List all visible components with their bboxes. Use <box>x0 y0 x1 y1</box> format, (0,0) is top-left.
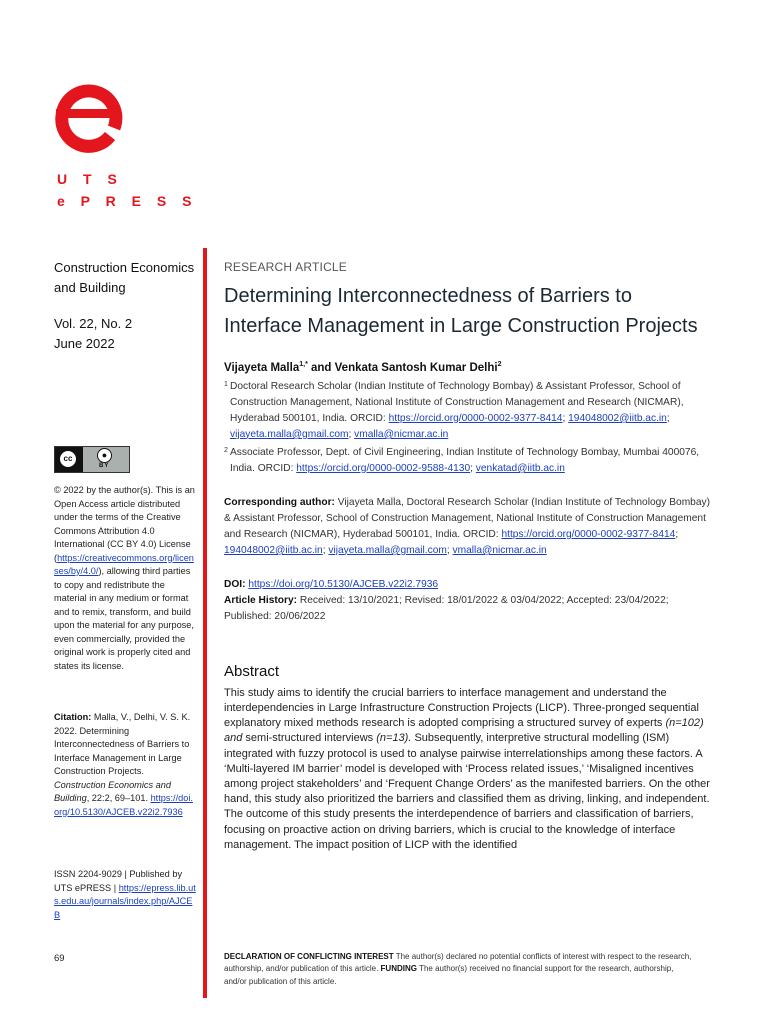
orcid-link-2[interactable]: https://orcid.org/0000-0002-9588-4130 <box>296 462 471 474</box>
by-label: BY <box>99 463 110 469</box>
person-icon: ● <box>97 448 112 463</box>
footer-declarations: DECLARATION OF CONFLICTING INTEREST The author(s) declared no potential conflicts of interest with respect to the research, authorship, and/or publication of this article. FUNDING The author(s) received no financial support for the research, authorship, and/or publication of this article. <box>224 952 692 986</box>
email-link[interactable]: vmalla@nicmar.ac.in <box>354 428 449 440</box>
abstract-heading: Abstract <box>224 662 280 680</box>
authors: Vijayeta Malla$^{1,*}$ and Venkata Santosh Kumar Delhi$^2$ <box>224 361 502 374</box>
doi-line: DOI: https://doi.org/10.5130/AJCEB.v22i2.7936 <box>224 578 439 590</box>
cc-by-badge[interactable] <box>54 446 130 473</box>
license-text: © 2022 by the author(s). This is an Open Access article distributed under the terms of the Creative Commons Attribution 4.0 International (CC BY 4.0) License (https://creativecommons.org/licenses/by/4.0/), allowing third parties to copy and redistribute the material in any medium or format and to remix, transform, and build upon the material for any purpose, even commercially, provided the original work is properly cited and states its license. <box>54 485 195 671</box>
citation-label: Citation: <box>54 712 92 722</box>
orcid-link-1[interactable]: https://orcid.org/0000-0002-9377-8414 <box>388 412 563 424</box>
journal-name: Construction Economics and Building <box>54 260 195 295</box>
affiliation-2: 2 Associate Professor, Dept. of Civil Engineering, Indian Institute of Technology Bombay, Mumbai 400076, India. ORCID: https://orcid.org/0000-0002-9588-4130; venkatad@iitb.ac.in <box>224 446 700 474</box>
red-divider <box>203 248 207 998</box>
doi-link[interactable]: https://doi.org/10.5130/AJCEB.v22i2.7936 <box>248 578 439 590</box>
citation-doi-link[interactable]: https://doi.org/10.5130/AJCEB.v22i2.7936 <box>54 793 193 817</box>
cc-icon: cc <box>58 449 78 469</box>
page-number: 69 <box>54 953 65 964</box>
article-history: Article History: Received: 13/10/2021; Revised: 18/01/2022 & 03/04/2022; Accepted: 23/04/2022; Published: 20/06/2022 <box>224 594 669 622</box>
uts-epress-logo <box>52 78 198 218</box>
email-link[interactable]: 194048002@iitb.ac.in <box>224 544 323 556</box>
corresponding-author: Corresponding author: Vijayeta Malla, Doctoral Research Scholar (Indian Institute of Technology Bombay) & Assistant Professor, School of Construction Management, National Institute of Construction Management and Research (NICMAR), Hyderabad 500101, India. ORCID: https://orcid.org/0000-0002-9377-8414; 194048002@iitb.ac.in; vijayeta.malla@gmail.com; vmalla@nicmar.ac.in <box>224 496 710 556</box>
citation: Citation: Malla, V., Delhi, V. S. K. 2022. Determining Interconnectedness of Barriers to Interface Management in Large Construction Projects. Construction Economics and Building, 22:2, 69–101. https://doi.org/10.5130/AJCEB.v22i2.7936 <box>54 712 193 817</box>
logo-text: U T S e P R E S S <box>57 171 198 209</box>
article-main <box>224 260 714 868</box>
affiliation-1: 1 Doctoral Research Scholar (Indian Institute of Technology Bombay) & Assistant Professor, School of Construction Management, National Institute of Construction Management and Research (NICMAR), Hyderabad 500101, India. ORCID: https://orcid.org/0000-0002-9377-8414; 194048002@iitb.ac.in; vijayeta.malla@gmail.com; vmalla@nicmar.ac.in <box>224 380 684 440</box>
email-link[interactable]: 194048002@iitb.ac.in <box>568 412 667 424</box>
email-link[interactable]: vmalla@nicmar.ac.in <box>452 544 547 556</box>
issue-date: June 2022 <box>54 336 115 351</box>
article-title: Determining Interconnectedness of Barriers to Interface Management in Large Construction Projects <box>224 285 698 337</box>
corr-orcid-link[interactable]: https://orcid.org/0000-0002-9377-8414 <box>501 528 676 540</box>
article-type: RESEARCH ARTICLE <box>224 260 348 274</box>
citation-journal: Construction Economics and Building <box>54 779 171 803</box>
issn-publisher: ISSN 2204-9029 | Published by UTS ePRESS | https://epress.lib.uts.edu.au/journals/index.php/AJCEB <box>54 869 196 920</box>
license-link[interactable]: https://creativecommons.org/licenses/by/4.0/ <box>54 552 194 576</box>
email-link[interactable]: venkatad@iitb.ac.in <box>475 462 565 474</box>
email-link[interactable]: vijayeta.malla@gmail.com <box>230 428 349 440</box>
volume-info <box>54 314 196 354</box>
epress-e-icon <box>52 78 126 158</box>
doi-history <box>224 577 714 625</box>
journal-url-link[interactable]: https://epress.lib.uts.edu.au/journals/index.php/AJCEB <box>54 882 196 920</box>
abstract-text: This study aims to identify the crucial barriers to interface management and understand the interdependencies in Large Infrastructure Construction Projects (LICP). Three-pronged sequential explanatory mixed methods research is adopted comprising a structured survey of experts (n=102) and semi-structured interviews (n=13). Subsequently, interpretive structural modelling (ISM) integrated with fuzzy protocol is used to analyse pairwise interrelationships among these factors. A ‘Multi-layered IM barrier’ model is developed with ‘Process related issues,’ ‘Misaligned incentives among project stakeholders’ and ‘Frequent Change Orders’ as the manifested barriers. On the other hand, this study also prioritized the barriers and classified them as driving, linking, and independent. The outcome of this study presents the interdependence of barriers and classification of barriers, focusing on proactive action on driving barriers, which is crucial to the knowledge of interface management. The impact position of LICP with the identified <box>224 686 710 851</box>
sidebar <box>54 258 196 354</box>
email-link[interactable]: vijayeta.malla@gmail.com <box>328 544 447 556</box>
volume-issue: Vol. 22, No. 2 <box>54 316 133 331</box>
